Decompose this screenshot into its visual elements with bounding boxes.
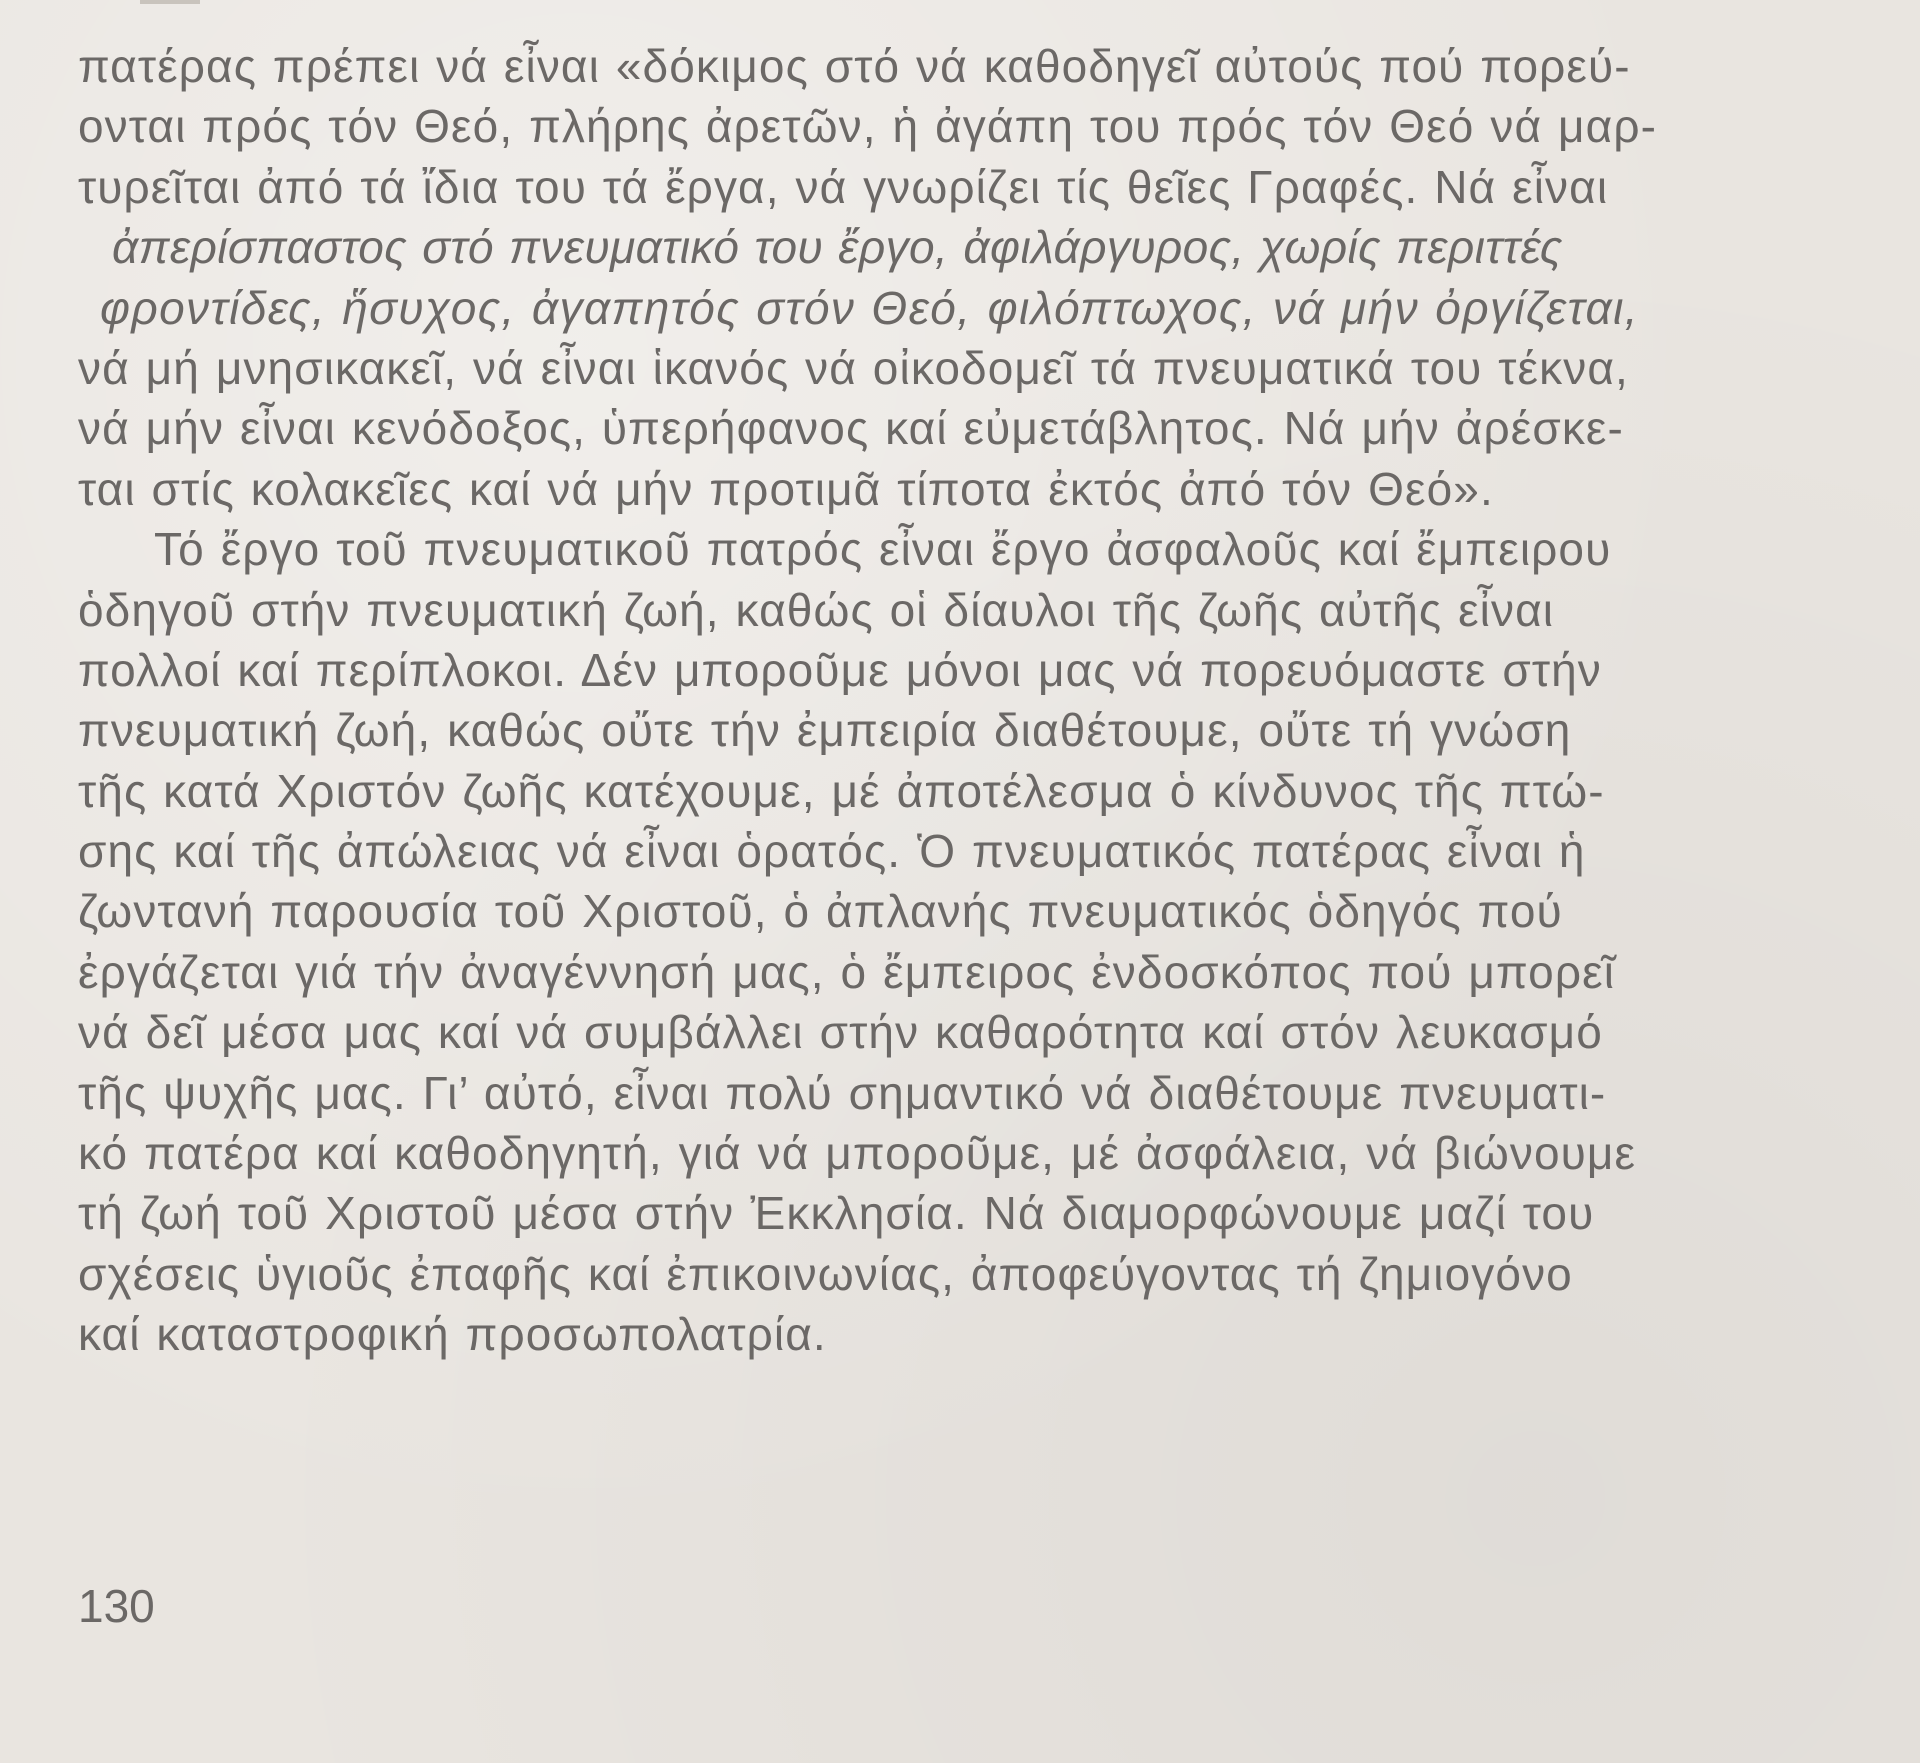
text-line-1: πατέρας πρέπει νά εἶναι «δόκιμος στό νά καθοδηγεῖ αὐτούς πού πορεύ- xyxy=(78,40,1631,92)
text-line-14: σης καί τῆς ἀπώλειας νά εἶναι ὁρατός. Ὁ πνευματικός πατέρας εἶναι ἡ xyxy=(78,825,1586,878)
text-line-15: ζωντανή παρουσία τοῦ Χριστοῦ, ὁ ἀπλανής πνευματικός ὁδηγός πού xyxy=(78,885,1563,938)
body-text xyxy=(78,36,1878,1365)
top-edge-mark xyxy=(140,0,200,4)
text-line-22: καί καταστροφική προσωπολατρία. xyxy=(78,1308,827,1361)
text-line-3: τυρεῖται ἀπό τά ἴδια του τά ἔργα, νά γνωρίζει τίς θεῖες Γραφές. Νά εἶναι xyxy=(78,160,1609,213)
text-line-7: νά μήν εἶναι κενόδοξος, ὑπερήφανος καί εὐμετάβλητος. Νά μήν ἀρέσκε- xyxy=(78,402,1624,455)
text-line-19: κό πατέρα καί καθοδηγητή, γιά νά μποροῦμε, μέ ἀσφάλεια, νά βιώνουμε xyxy=(78,1127,1637,1180)
page-number: 130 xyxy=(78,1580,155,1632)
text-line-5: φροντίδες, ἥσυχος, ἀγαπητός στόν Θεό, φιλόπτωχος, νά μήν ὀργίζεται, xyxy=(100,281,1639,334)
text-line-16: ἐργάζεται γιά τήν ἀναγέννησή μας, ὁ ἔμπειρος ἐνδοσκόπος πού μπορεῖ xyxy=(78,945,1616,998)
text-line-13: τῆς κατά Χριστόν ζωῆς κατέχουμε, μέ ἀποτέλεσμα ὁ κίνδυνος τῆς πτώ- xyxy=(78,764,1605,817)
text-line-4: ἀπερίσπαστος στό πνευματικό του ἔργο, ἀφιλάργυρος, χωρίς περιττές xyxy=(112,221,1563,274)
text-line-2: ονται πρός τόν Θεό, πλήρης ἀρετῶν, ἡ ἀγάπη του πρός τόν Θεό νά μαρ- xyxy=(78,100,1657,153)
text-line-12: πνευματική ζωή, καθώς οὔτε τήν ἐμπειρία διαθέτουμε, οὔτε τή γνώση xyxy=(78,704,1572,757)
text-line-10: ὁδηγοῦ στήν πνευματική ζωή, καθώς οἱ δίαυλοι τῆς ζωῆς αὐτῆς εἶναι xyxy=(78,583,1555,636)
text-line-8: ται στίς κολακεῖες καί νά μήν προτιμᾶ τίποτα ἐκτός ἀπό τόν Θεό». xyxy=(78,462,1494,515)
text-line-6: νά μή μνησικακεῖ, νά εἶναι ἱκανός νά οἰκοδομεῖ τά πνευματικά του τέκνα, xyxy=(78,341,1629,394)
text-line-17: νά δεῖ μέσα μας καί νά συμβάλλει στήν καθαρότητα καί στόν λευκασμό xyxy=(78,1006,1603,1059)
text-line-18: τῆς ψυχῆς μας. Γι’ αὐτό, εἶναι πολύ σημαντικό νά διαθέτουμε πνευματι- xyxy=(78,1066,1607,1119)
text-line-20: τή ζωή τοῦ Χριστοῦ μέσα στήν Ἐκκλησία. Νά διαμορφώνουμε μαζί του xyxy=(78,1187,1595,1240)
text-line-11: πολλοί καί περίπλοκοι. Δέν μποροῦμε μόνοι μας νά πορευόμαστε στήν xyxy=(78,643,1602,696)
text-line-21: σχέσεις ὑγιοῦς ἐπαφῆς καί ἐπικοινωνίας, ἀποφεύγοντας τή ζημιογόνο xyxy=(78,1247,1573,1300)
text-line-9: Τό ἔργο τοῦ πνευματικοῦ πατρός εἶναι ἔργο ἀσφαλοῦς καί ἔμπειρου xyxy=(154,523,1612,576)
